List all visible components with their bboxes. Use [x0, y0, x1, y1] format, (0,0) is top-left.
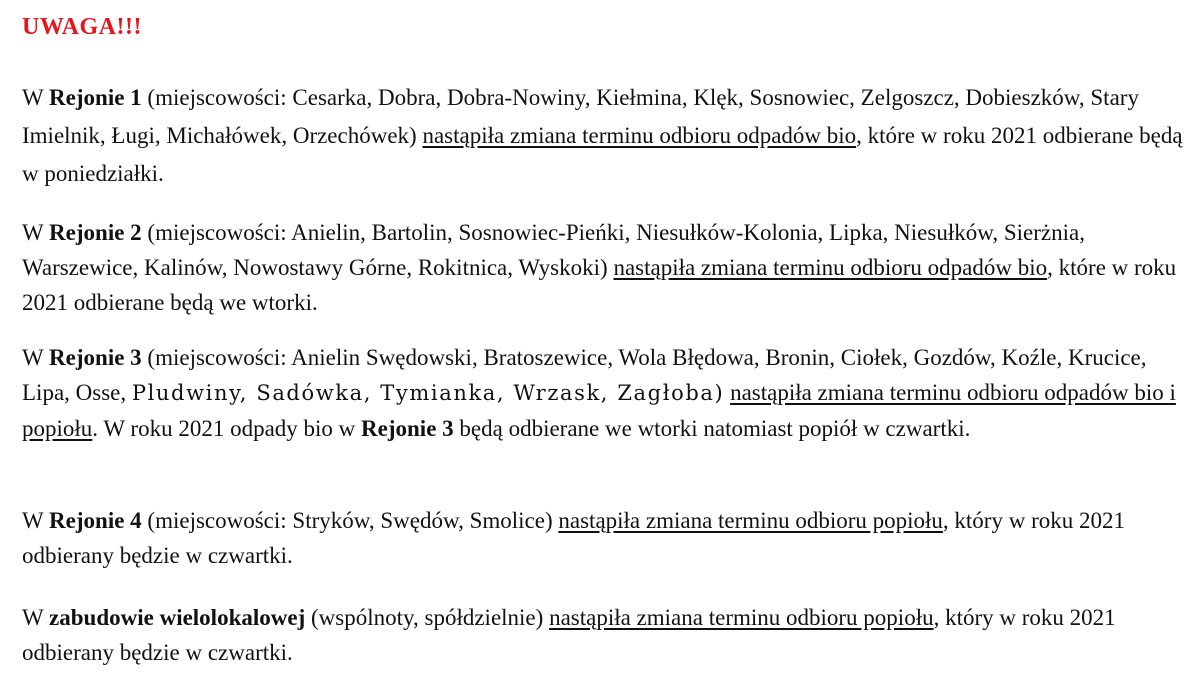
notice-title: UWAGA!!!: [22, 14, 142, 40]
pickup-day-text: będą odbierane we wtorki natomiast popiół w czwartki.: [453, 416, 971, 441]
region-name: Rejonie 3: [49, 345, 142, 370]
region-towns: (miejscowości: Anielin, Bartolin, Sosnowiec-Pieńki, Niesułków-Kolonia, Lipka, Niesułków, Sierżnia, Warszewice, Kalinów, Nowostawy Górne, Rokitnica, Wyskoki): [22, 220, 1085, 280]
paragraph-prefix: W: [22, 220, 50, 245]
paragraph-prefix: W: [22, 345, 50, 370]
region-name-repeat: Rejonie 3: [361, 416, 454, 441]
region-name: zabudowie wielolokalowej: [49, 605, 306, 630]
paragraph-prefix: W: [22, 605, 50, 630]
pickup-day-text: , który w roku 2021 odbierany będzie w czwartki.: [22, 508, 1125, 568]
region-towns-continued: Pludwiny, Sadówka, Tymianka, Wrzask, Zagłoba): [131, 381, 725, 405]
region-2-paragraph: [22, 215, 1187, 320]
paragraph-prefix: W: [22, 85, 50, 110]
multifamily-paragraph: [22, 600, 1187, 670]
schedule-change-notice: nastąpiła zmiana terminu odbioru odpadów bio: [613, 255, 1048, 280]
region-name: Rejonie 4: [49, 508, 142, 533]
schedule-change-notice: nastąpiła zmiana terminu odbioru popiołu: [549, 605, 934, 630]
schedule-change-notice: nastąpiła zmiana terminu odbioru popiołu: [558, 508, 943, 533]
region-towns: (wspólnoty, spółdzielnie): [305, 605, 550, 630]
region-3-paragraph: [22, 340, 1187, 446]
middle-text: . W roku 2021 odpady bio w: [92, 416, 362, 441]
region-4-paragraph: [22, 503, 1187, 573]
pickup-day-text: , które w roku 2021 odbierane będą w poniedziałki.: [22, 123, 1183, 186]
region-1-paragraph: [22, 79, 1187, 193]
region-towns: (miejscowości: Stryków, Swędów, Smolice): [141, 508, 559, 533]
region-towns: (miejscowości: Anielin Swędowski, Bratoszewice, Wola Błędowa, Bronin, Ciołek, Gozdów, Koźle, Krucice, Lipa, Osse,: [22, 345, 1147, 405]
region-towns: (miejscowości: Cesarka, Dobra, Dobra-Nowiny, Kiełmina, Klęk, Sosnowiec, Zelgoszcz, Dobieszków, Stary Imielnik, Ługi, Michałówek, Orzechówek): [22, 85, 1139, 148]
region-name: Rejonie 2: [49, 220, 142, 245]
paragraph-prefix: W: [22, 508, 50, 533]
schedule-change-notice: nastąpiła zmiana terminu odbioru odpadów bio: [422, 123, 857, 148]
pickup-day-text: , które w roku 2021 odbierane będą we wtorki.: [22, 255, 1177, 315]
pickup-day-text: , który w roku 2021 odbierany będzie w czwartki.: [22, 605, 1116, 665]
schedule-change-notice: nastąpiła zmiana terminu odbioru odpadów bio i popiołu: [22, 380, 1176, 441]
region-name: Rejonie 1: [49, 85, 142, 110]
